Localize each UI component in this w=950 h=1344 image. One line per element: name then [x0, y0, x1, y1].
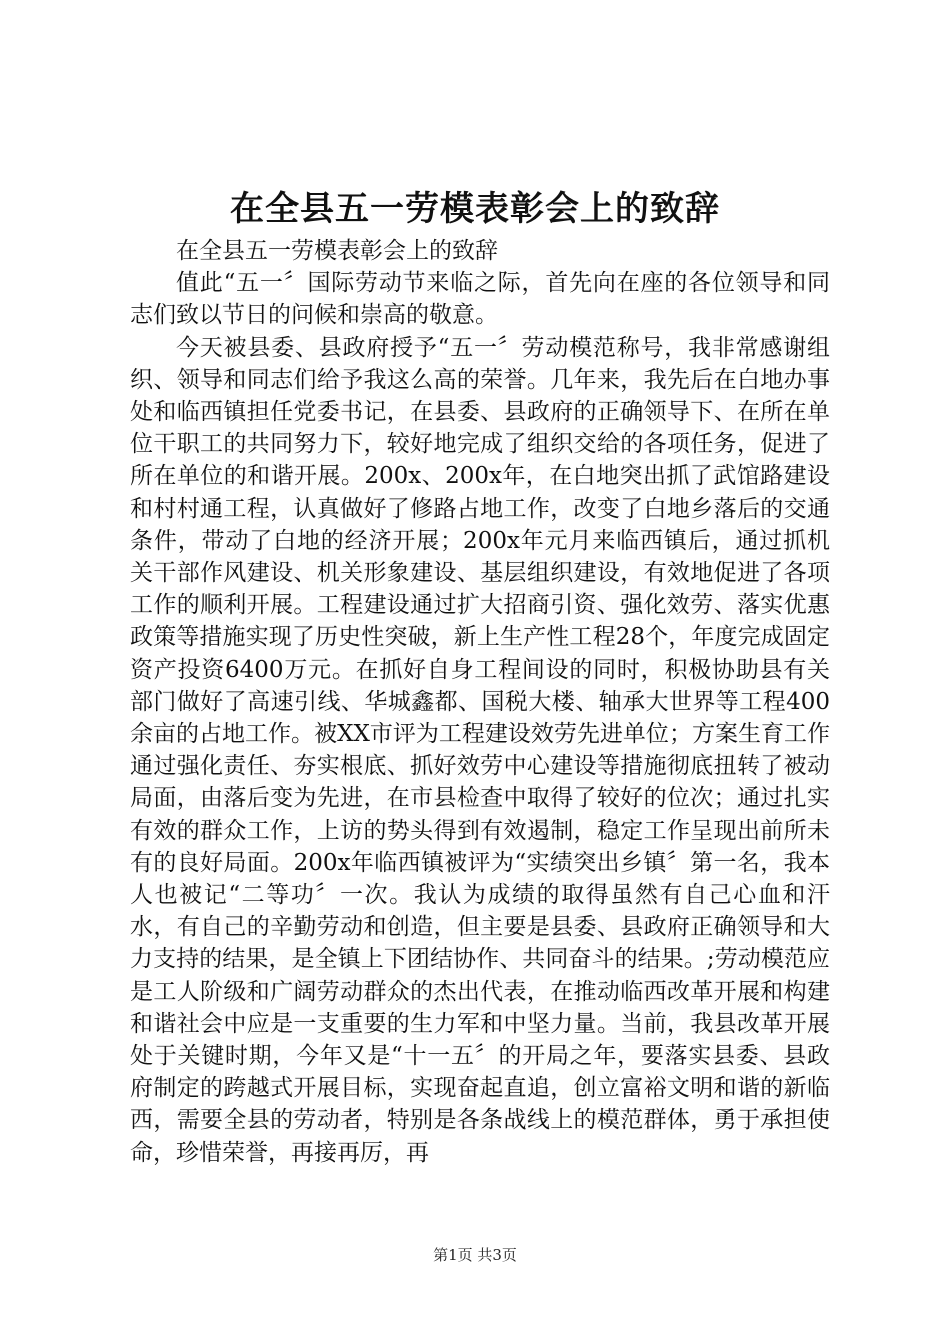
paragraph-greeting: 值此“五一〞国际劳动节来临之际，首先向在座的各位领导和同志们致以节日的问候和崇高的敬意。 [130, 270, 830, 329]
document-body [130, 235, 830, 1169]
document-title: 在全县五一劳模表彰会上的致辞 [230, 189, 720, 229]
paragraph-heading: 在全县五一劳模表彰会上的致辞 [176, 238, 498, 264]
page-number-footer: 第1页 共3页 [433, 1246, 517, 1264]
paragraph-main: 今天被县委、县政府授予“五一〞劳动模范称号，我非常感谢组织、领导和同志们给予我这么高的荣誉。几年来，我先后在白地办事处和临西镇担任党委书记，在县委、县政府的正确领导下、在所在单位干职工的共同努力下，较好地完成了组织交给的各项任务，促进了所在单位的和谐开展。200x、200x年，在白地突出抓了武馆路建设和村村通工程，认真做好了修路占地工作，改变了白地乡落后的交通条件，带动了白地的经济开展；200x年元月来临西镇后，通过抓机关干部作风建设、机关形象建设、基层组织建设，有效地促进了各项工作的顺利开展。工程建设通过扩大招商引资、强化效劳、落实优惠政策等措施实现了历史性突破，新上生产性工程28个，年度完成固定资产投资6400万元。在抓好自身工程间设的同时，积极协助县有关部门做好了高速引线、华城鑫都、国税大楼、轴承大世界等工程400余亩的占地工作。被XX市评为工程建设效劳先进单位；方案生育工作通过强化责任、夯实根底、抓好效劳中心建设等措施彻底扭转了被动局面，由落后变为先进，在市县检查中取得了较好的位次；通过扎实有效的群众工作，上访的势头得到有效遏制，稳定工作呈现出前所未有的良好局面。200x年临西镇被评为“实绩突出乡镇〞第一名，我本人也被记“二等功〞一次。我认为成绩的取得虽然有自己心血和汗水，有自己的辛勤劳动和创造，但主要是县委、县政府正确领导和大力支持的结果，是全镇上下团结协作、共同奋斗的结果。;劳动模范应是工人阶级和广阔劳动群众的杰出代表，在推动临西改革开展和构建和谐社会中应是一支重要的生力军和中坚力量。当前，我县改革开展处于关键时期，今年又是“十一五〞的开局之年，要落实县委、县政府制定的跨越式开展目标，实现奋起直追，创立富裕文明和谐的新临西，需要全县的劳动者，特别是各条战线上的模范群体，勇于承担使命，珍惜荣誉，再接再厉，再 [130, 334, 830, 1166]
